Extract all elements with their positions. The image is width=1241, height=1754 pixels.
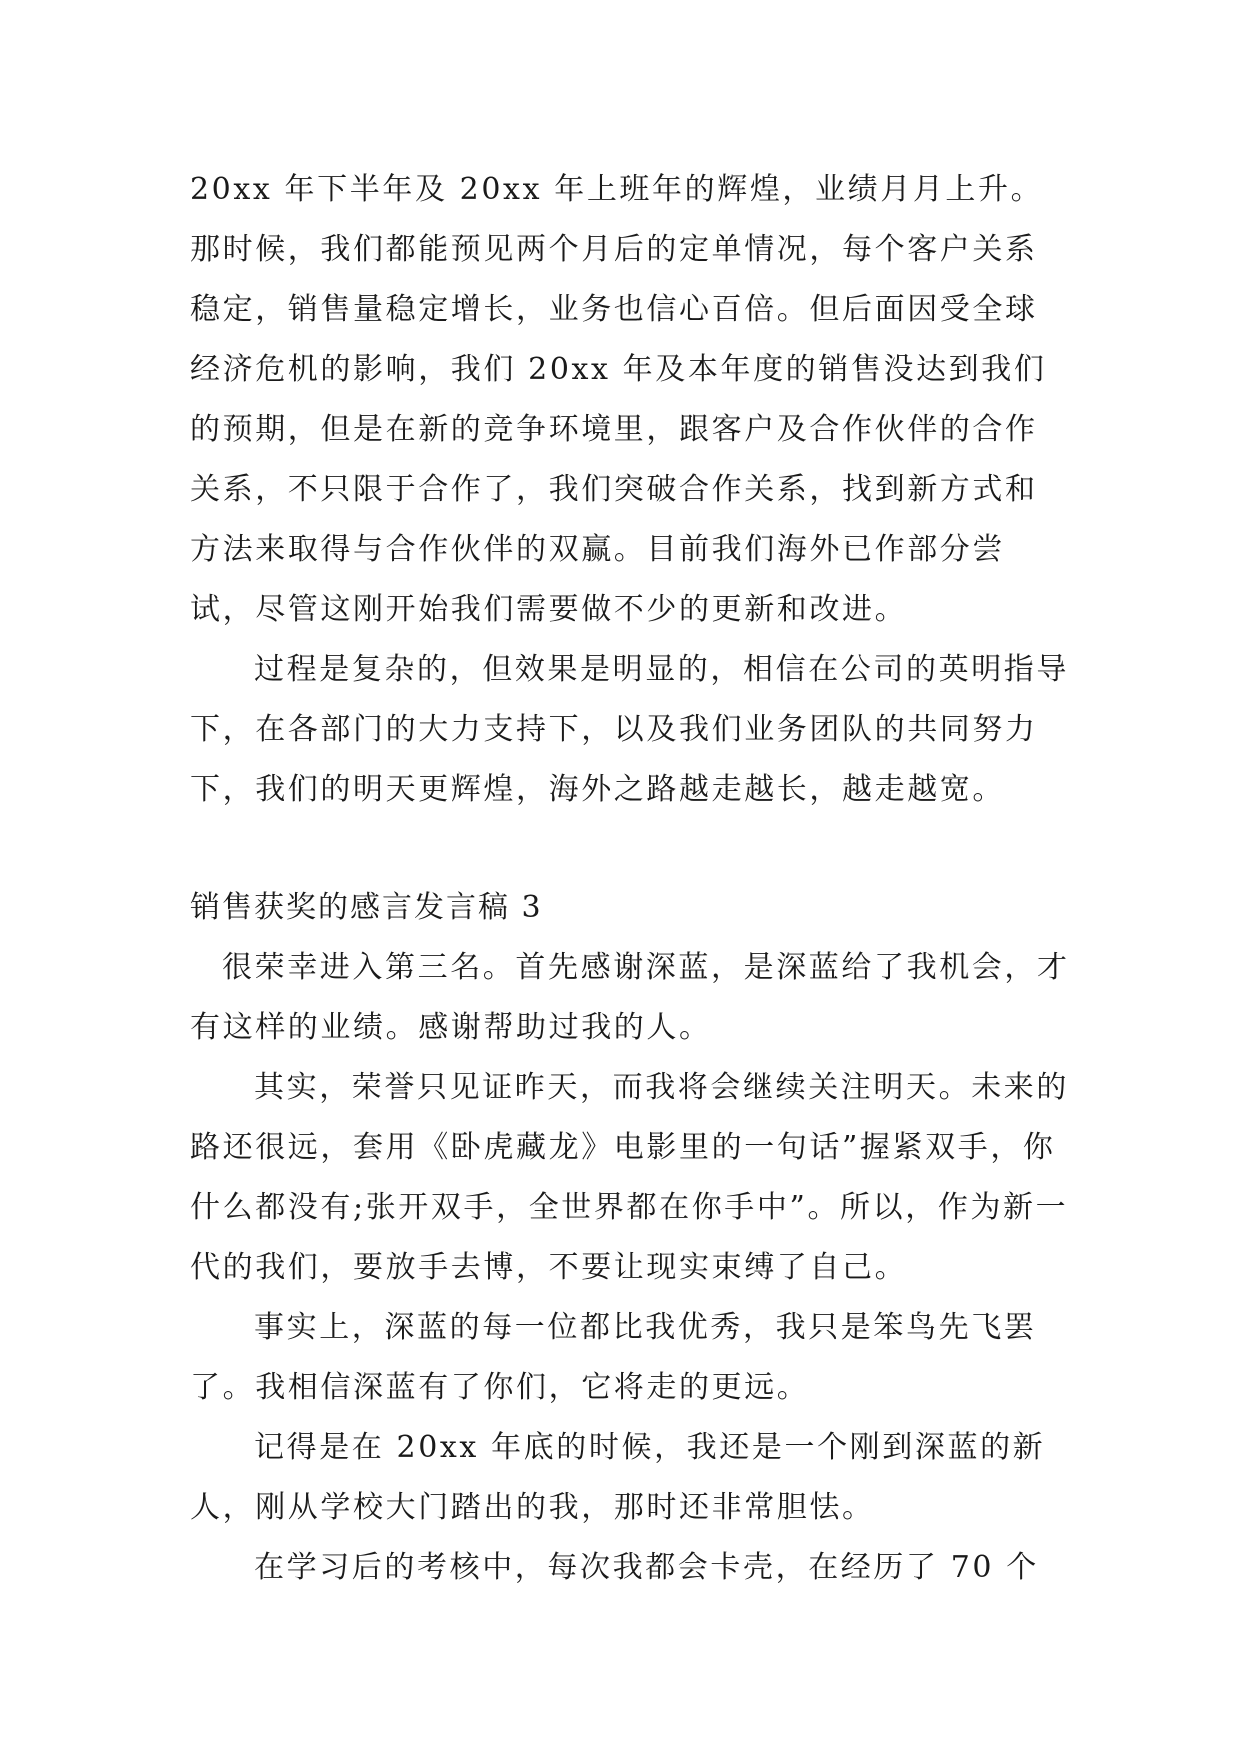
paragraph-honor: 其实，荣誉只见证昨天，而我将会继续关注明天。未来的路还很远，套用《卧虎藏龙》电影里的一句话”握紧双手，你什么都没有;张开双手，全世界都在你手中”。所以，作为新一代的我们，要放手去博，不要让现实束缚了自己。 [190,1070,1069,1285]
section-title: 销售获奖的感言发言稿 3 [190,890,543,925]
paragraph-assessment: 在学习后的考核中，每次我都会卡壳，在经历了 70 个 [254,1550,1039,1585]
paragraph-colleagues: 事实上，深蓝的每一位都比我优秀，我只是笨鸟先飞罢了。我相信深蓝有了你们，它将走的更远。 [190,1310,1037,1405]
paragraph-memory: 记得是在 20xx 年底的时候，我还是一个刚到深蓝的新人，刚从学校大门踏出的我，那时还非常胆怯。 [190,1430,1046,1525]
paragraph-outlook: 过程是复杂的，但效果是明显的，相信在公司的英明指导下，在各部门的大力支持下，以及我们业务团队的共同努力下，我们的明天更辉煌，海外之路越走越长，越走越宽。 [190,652,1069,807]
paragraph-thanks: 很荣幸进入第三名。首先感谢深蓝，是深蓝给了我机会，才有这样的业绩。感谢帮助过我的人。 [190,950,1070,1045]
document-body [190,160,1070,1598]
paragraph-performance-history: 20xx 年下半年及 20xx 年上班年的辉煌，业绩月月上升。那时候，我们都能预见两个月后的定单情况，每个客户关系稳定，销售量稳定增长，业务也信心百倍。但后面因受全球经济危机的影响，我们 20xx 年及本年度的销售没达到我们的预期，但是在新的竞争环境里，跟客户及合作伙伴的合作关系，不只限于合作了，我们突破合作关系，找到新方式和方法来取得与合作伙伴的双赢。目前我们海外已作部分尝试，尽管这刚开始我们需要做不少的更新和改进。 [190,172,1047,627]
